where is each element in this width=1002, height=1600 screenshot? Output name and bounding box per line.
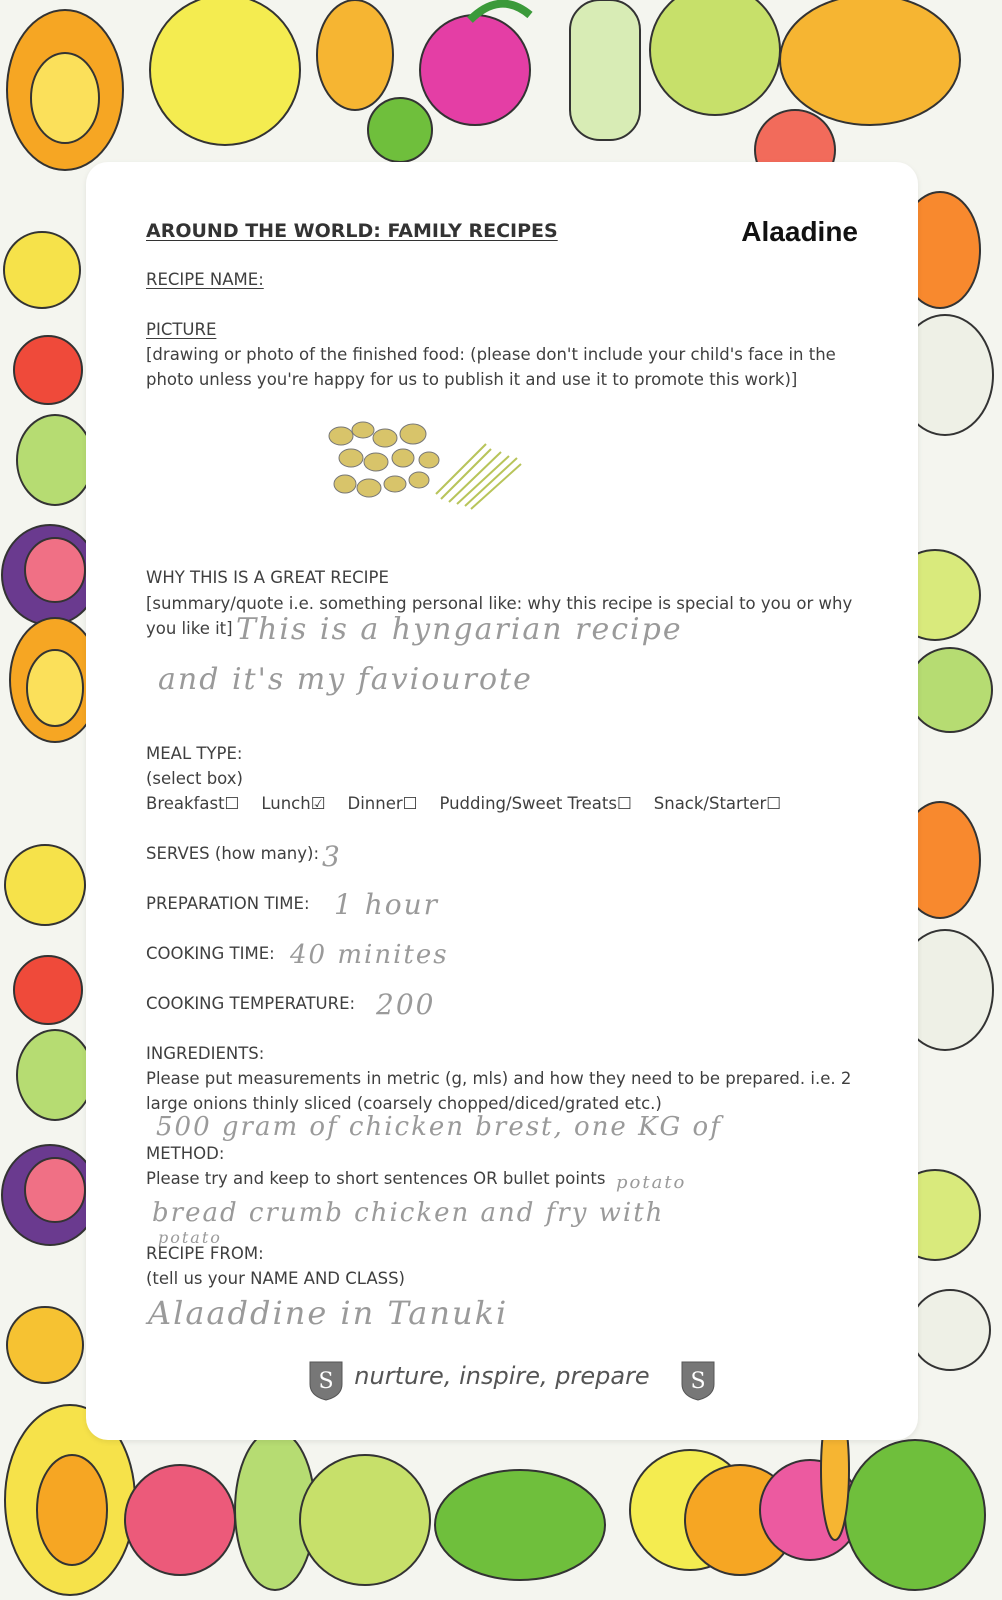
- picture-instructions-1: [drawing or photo of the finished food: (please don't include your child's face in the: [146, 345, 836, 364]
- picture-instructions-2: photo unless you're happy for us to publish it and use it to promote this work)]: [146, 370, 798, 389]
- ingredients-instructions-2: large onions thinly sliced (coarsely chopped/diced/grated etc.): [146, 1094, 662, 1113]
- serves-label: SERVES (how many):: [146, 844, 320, 863]
- recipe-worksheet: [86, 162, 918, 1440]
- recipe-from-answer: Alaaddine in Tanuki: [148, 1294, 509, 1332]
- recipe-name-label: RECIPE NAME:: [146, 270, 264, 289]
- cooking-time-answer: 40 minites: [290, 940, 449, 970]
- ingredients-label: INGREDIENTS:: [146, 1044, 265, 1063]
- svg-text:S: S: [318, 1369, 334, 1394]
- child-name-label: Alaadine: [741, 216, 858, 247]
- why-answer-1: This is a hyngarian recipe: [236, 612, 683, 647]
- meal-option-snack[interactable]: Snack/Starter☐: [653, 794, 782, 813]
- method-answer-2: potato: [158, 1228, 222, 1247]
- why-answer-2: and it's my faviourote: [158, 662, 533, 697]
- prep-time-answer: 1 hour: [334, 888, 440, 921]
- svg-text:S: S: [690, 1369, 706, 1394]
- meal-type-label: MEAL TYPE:: [146, 744, 243, 763]
- meal-option-breakfast[interactable]: Breakfast☐: [146, 794, 240, 813]
- method-instructions: Please try and keep to short sentences OR bullet points: [146, 1169, 606, 1188]
- picture-label: PICTURE: [146, 320, 217, 339]
- why-instructions-1: [summary/quote i.e. something personal like: why this recipe is special to you or why: [146, 594, 853, 613]
- recipe-from-label: RECIPE FROM:: [146, 1244, 264, 1263]
- meal-type-hint: (select box): [146, 769, 243, 788]
- cooking-temp-answer: 200: [376, 988, 436, 1021]
- serves-answer: 3: [322, 840, 342, 873]
- recipe-from-hint: (tell us your NAME AND CLASS): [146, 1269, 405, 1288]
- method-answer-1: bread crumb chicken and fry with: [152, 1198, 665, 1228]
- prep-time-label: PREPARATION TIME:: [146, 894, 310, 913]
- worksheet-title: AROUND THE WORLD: FAMILY RECIPES: [146, 220, 558, 242]
- meal-type-options: [146, 794, 781, 815]
- cooking-temp-label: COOKING TEMPERATURE:: [146, 994, 356, 1013]
- school-motto: nurture, inspire, prepare: [354, 1362, 650, 1390]
- food-drawing: [321, 414, 531, 524]
- meal-option-pudding[interactable]: Pudding/Sweet Treats☐: [439, 794, 632, 813]
- school-crest-right-icon: [680, 1360, 716, 1402]
- method-label: METHOD:: [146, 1144, 225, 1163]
- cooking-time-label: COOKING TIME:: [146, 944, 275, 963]
- ingredients-answer-1: 500 gram of chicken brest, one KG of: [156, 1112, 722, 1142]
- why-instructions-2: you like it]: [146, 619, 233, 638]
- why-label: WHY THIS IS A GREAT RECIPE: [146, 568, 389, 587]
- ingredients-answer-2: potato: [616, 1172, 687, 1193]
- meal-option-dinner[interactable]: Dinner☐: [347, 794, 418, 813]
- meal-option-lunch[interactable]: Lunch☑: [261, 794, 326, 813]
- ingredients-instructions-1: Please put measurements in metric (g, mls) and how they need to be prepared. i.e. 2: [146, 1069, 852, 1088]
